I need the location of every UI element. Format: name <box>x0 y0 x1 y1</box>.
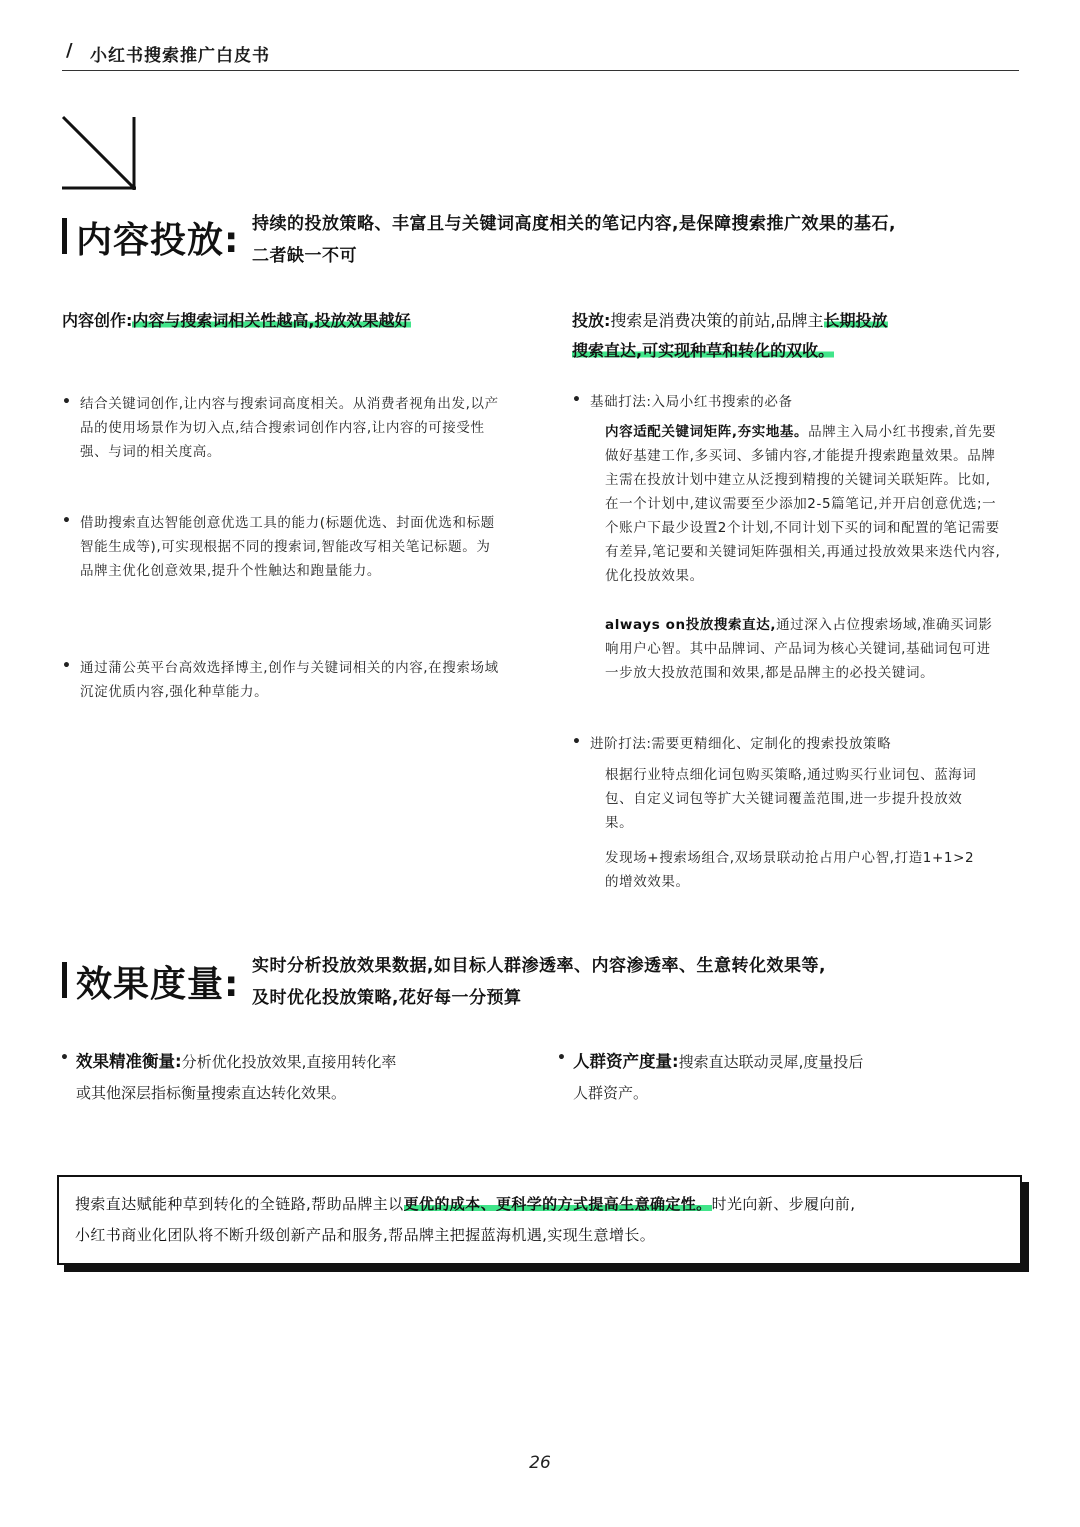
measure-text: 搜索直达联动灵犀,度量投后 <box>678 1053 864 1071</box>
callout-text <box>75 1189 1016 1251</box>
paragraph-text: 通过深入占位搜索场域,准确买词影响用户心智。其中品牌词、产品词为核心关键词,基础词包可进一步放大投放范围和效果,都是品牌主的必投关键词。 <box>605 617 993 681</box>
section-bar <box>62 962 67 998</box>
heading-text: 搜索是消费决策的前站,品牌主 <box>610 311 824 330</box>
arrow-down-right-icon <box>60 114 140 194</box>
section-description-line2: 二者缺一不可 <box>252 246 357 266</box>
bullet-dot: • <box>572 734 581 750</box>
callout-text-start: 搜索直达赋能种草到转化的全链路,帮助品牌主以 <box>75 1195 404 1213</box>
bullet-dot: • <box>62 658 71 674</box>
basic-strategy-paragraph <box>605 420 1001 588</box>
callout-text-end: 时光向新、步履向前, <box>711 1195 856 1213</box>
content-creation-heading <box>62 306 411 336</box>
section-description <box>252 950 1012 1014</box>
paragraph-text: 品牌主入局小红书搜索,首先要做好基建工作,多买词、多铺内容,才能提升搜索跑量效果。品牌主需在投放计划中建立从泛搜到精搜的关键词关联矩阵。比如,在一个计划中,建议需要至少添加2-5篇笔记,并开启创意优选;一个账户下最少设置2个计划,不同计划下买的词和配置的笔记需要有差异,笔记要和关键词矩阵强相关,再通过投放效果来迭代内容,优化投放效果。 <box>605 424 1001 584</box>
delivery-heading <box>572 306 972 366</box>
paragraph-bold-lead: always on投放搜索直达, <box>605 617 777 633</box>
section-description-line1: 持续的投放策略、丰富且与关键词高度相关的笔记内容,是保障搜索推广效果的基石, <box>252 214 896 234</box>
bullet-dot: • <box>60 1050 69 1066</box>
section-title-content-delivery: 内容投放: <box>76 220 240 261</box>
measure-item-audience <box>573 1046 1013 1109</box>
paragraph-bold-lead: 内容适配关键词矩阵,夯实地基。 <box>605 424 809 440</box>
header-divider <box>62 70 1019 71</box>
section-description-line2: 及时优化投放策略,花好每一分预算 <box>252 988 522 1008</box>
bullet-dot: • <box>62 394 71 410</box>
bullet-dot: • <box>572 392 581 408</box>
measure-label: 效果精准衡量: <box>76 1052 182 1071</box>
bullet-dot: • <box>62 513 71 529</box>
page-number: 26 <box>529 1453 551 1473</box>
advanced-paragraph: 根据行业特点细化词包购买策略,通过购买行业词包、蓝海词包、自定义词包等扩大关键词覆盖范围,进一步提升投放效果。 <box>605 767 977 831</box>
section-description-line1: 实时分析投放效果数据,如目标人群渗透率、内容渗透率、生意转化效果等, <box>252 956 826 976</box>
section-title-measurement: 效果度量: <box>76 964 240 1005</box>
callout-line2: 小红书商业化团队将不断升级创新产品和服务,帮品牌主把握蓝海机遇,实现生意增长。 <box>75 1226 656 1244</box>
section-description <box>252 208 1012 272</box>
summary-callout <box>57 1175 1022 1265</box>
basic-strategy-title: 基础打法:入局小红书搜索的必备 <box>590 394 793 410</box>
heading-highlight: 搜索直达,可实现种草和转化的双收。 <box>572 341 835 360</box>
heading-label: 投放: <box>572 311 611 330</box>
advanced-paragraph: 发现场+搜索场组合,双场景联动抢占用户心智,打造1+1>2的增效效果。 <box>605 850 975 890</box>
heading-label: 内容创作: <box>62 311 133 330</box>
bullet-dot: • <box>557 1050 566 1066</box>
always-on-paragraph <box>605 613 1001 685</box>
header-slash: / <box>66 40 73 61</box>
heading-highlight: 内容与搜索词相关性越高,投放效果越好 <box>132 311 411 330</box>
heading-highlight: 长期投放 <box>823 311 888 330</box>
list-item: 通过蒲公英平台高效选择博主,创作与关键词相关的内容,在搜索场域沉淀优质内容,强化种草能力。 <box>80 660 499 700</box>
list-item: 结合关键词创作,让内容与搜索词高度相关。从消费者视角出发,以产品的使用场景作为切入点,结合搜索词创作内容,让内容的可接受性强、与词的相关度高。 <box>80 396 499 460</box>
measure-text: 分析优化投放效果,直接用转化率 <box>181 1053 397 1071</box>
measure-label: 人群资产度量: <box>573 1052 679 1071</box>
header-title: 小红书搜索推广白皮书 <box>90 46 270 66</box>
measure-text: 人群资产。 <box>573 1084 649 1102</box>
measure-item-effect <box>76 1046 516 1109</box>
advanced-strategy-title: 进阶打法:需要更精细化、定制化的搜索投放策略 <box>590 736 892 752</box>
measure-text: 或其他深层指标衡量搜索直达转化效果。 <box>76 1084 347 1102</box>
list-item: 借助搜索直达智能创意优选工具的能力(标题优选、封面优选和标题智能生成等),可实现根据不同的搜索词,智能改写相关笔记标题。为品牌主优化创意效果,提升个性触达和跑量能力。 <box>80 515 495 579</box>
callout-highlight: 更优的成本、更科学的方式提高生意确定性。 <box>403 1195 712 1213</box>
section-bar <box>62 218 67 254</box>
